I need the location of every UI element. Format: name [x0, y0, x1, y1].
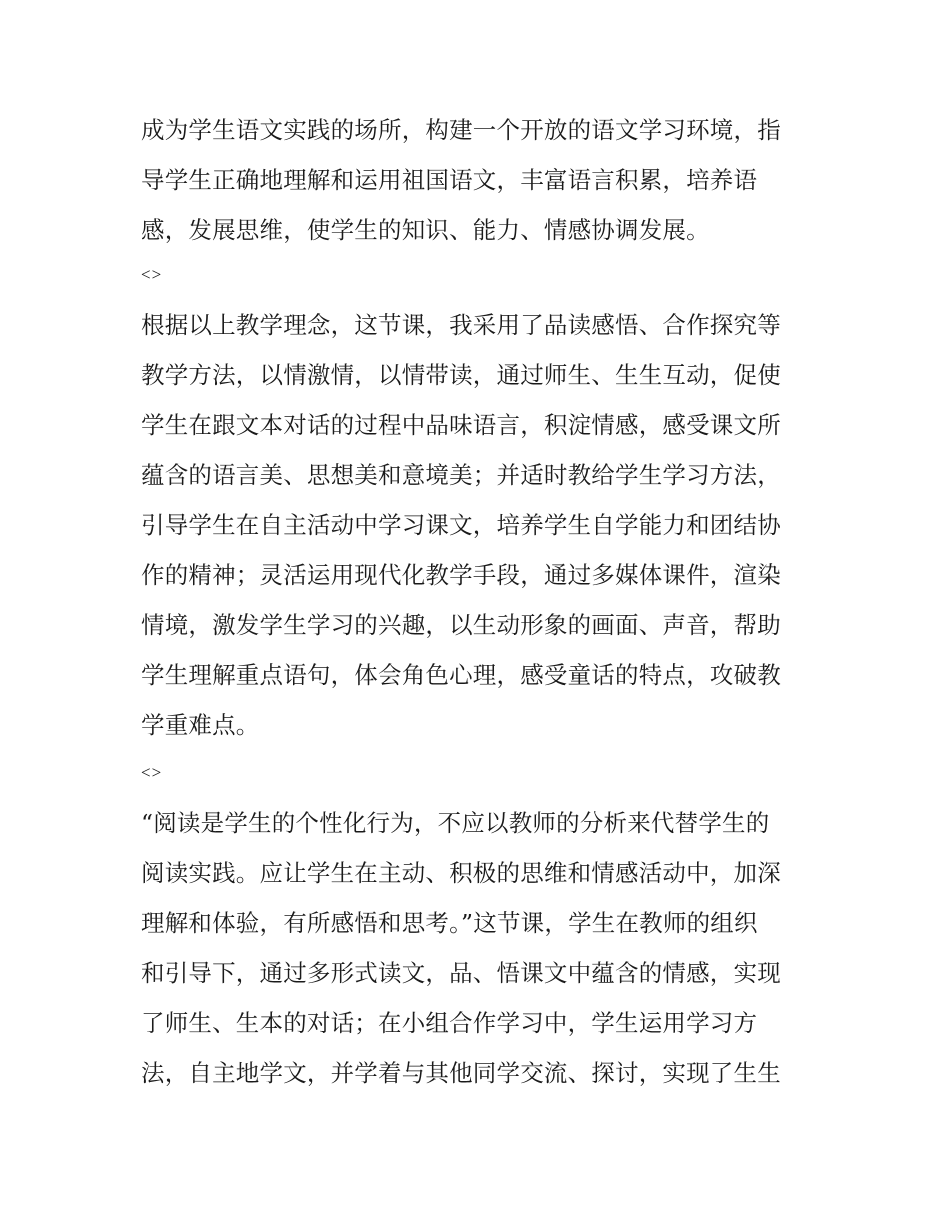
text-line: 成为学生语文实践的场所，构建一个开放的语文学习环境，指 — [141, 116, 781, 144]
section-separator: <> — [141, 265, 163, 284]
text-line: 教学方法，以情激情，以情带读，通过师生、生生互动，促使 — [141, 361, 781, 389]
text-line: 阅读实践。应让学生在主动、积极的思维和情感活动中，加深 — [141, 859, 781, 887]
text-line: 感，发展思维，使学生的知识、能力、情感协调发展。 — [141, 216, 710, 244]
text-line: “阅读是学生的个性化行为，不应以教师的分析来代替学生的 — [141, 809, 770, 837]
text-line: 作的精神；灵活运用现代化教学手段，通过多媒体课件，渲染 — [141, 561, 781, 589]
text-line: 根据以上教学理念，这节课，我采用了品读感悟、合作探究等 — [141, 311, 781, 339]
text-line: 学生在跟文本对话的过程中品味语言，积淀情感，感受课文所 — [141, 411, 781, 439]
text-line: 和引导下，通过多形式读文，品、悟课文中蕴含的情感，实现 — [141, 959, 781, 987]
text-line: 情境，激发学生学习的兴趣，以生动形象的画面、声音，帮助 — [141, 611, 781, 639]
text-line: 理解和体验，有所感悟和思考。”这节课，学生在教师的组织 — [141, 909, 758, 937]
text-line: 导学生正确地理解和运用祖国语文，丰富语言积累，培养语 — [141, 166, 758, 194]
text-line: 引导学生在自主活动中学习课文，培养学生自学能力和团结协 — [141, 511, 781, 539]
text-line: 学生理解重点语句，体会角色心理，感受童话的特点，攻破教 — [141, 661, 781, 689]
text-line: 了师生、生本的对话；在小组合作学习中，学生运用学习方 — [141, 1009, 758, 1037]
text-line: 学重难点。 — [141, 711, 260, 739]
text-line: 法，自主地学文，并学着与其他同学交流、探讨，实现了生生 — [141, 1059, 781, 1087]
section-separator: <> — [141, 763, 163, 782]
text-line: 蕴含的语言美、思想美和意境美；并适时教给学生学习方法， — [141, 461, 781, 489]
